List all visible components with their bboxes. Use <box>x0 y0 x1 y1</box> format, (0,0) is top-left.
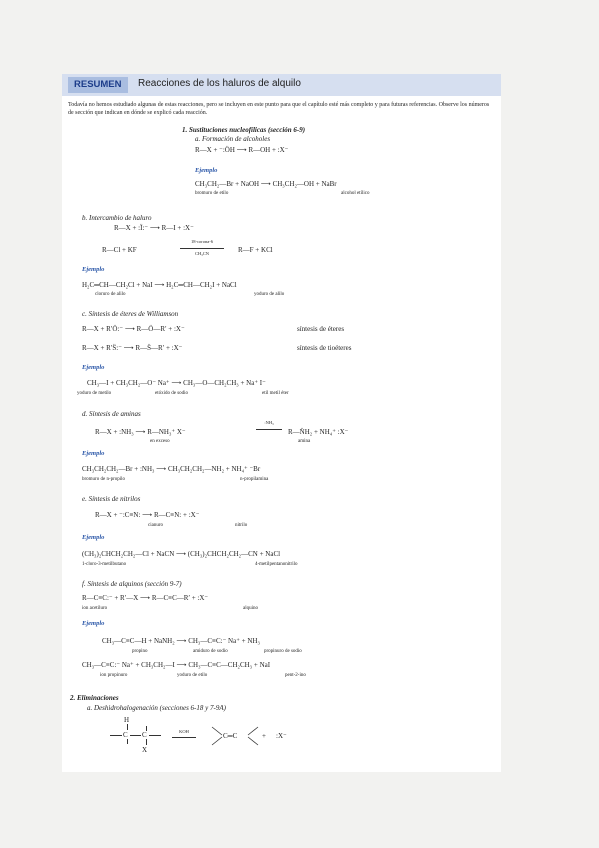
equation-note: síntesis de éteres <box>297 325 345 333</box>
reaction-condition: KOH <box>179 729 189 734</box>
equation: R—C≡C:⁻ + R′—X ⟶ R—C≡C—R′ + :X⁻ <box>82 594 209 602</box>
section-1-title: 1. Sustituciones nucleofílicas (sección 6-9) <box>182 126 306 134</box>
example-label: Ejemplo <box>195 167 218 174</box>
compound-name: amiduro de sodio <box>193 649 228 654</box>
alkene-label: C═C <box>223 732 238 740</box>
compound-name: alcohol etílico <box>341 191 370 196</box>
reaction-condition: CH₃CN <box>194 251 210 256</box>
reaction-arrow <box>180 248 224 249</box>
equation: R—X + R′S̈:⁻ ⟶ R—S̈—R′ + :X⁻ <box>82 344 183 352</box>
compound-name: pent-2-ino <box>285 673 306 678</box>
compound-name: bromuro de etilo <box>195 191 229 196</box>
carbon-atom: C <box>123 731 128 739</box>
section-c-title: c. Síntesis de éteres de Williamson <box>82 310 179 318</box>
compound-name: ion propinuro <box>100 673 128 678</box>
compound-name: 4-metilpentanonitrilo <box>255 562 298 567</box>
compound-name: propino <box>132 649 148 654</box>
summary-page <box>62 74 501 772</box>
bond-line <box>146 726 147 731</box>
example-label: Ejemplo <box>82 364 105 371</box>
alkene-structure <box>210 725 270 747</box>
equation: R—X + ⁻:ÖH ⟶ R—OH + :X⁻ <box>195 146 289 154</box>
section-1a-title: a. Formación de alcoholes <box>195 135 271 143</box>
example-label: Ejemplo <box>82 534 105 541</box>
halide-ion: :X⁻ <box>276 732 287 740</box>
compound-name: 1-cloro-3-metilbutano <box>82 562 127 567</box>
section-e-title: e. Síntesis de nitrilos <box>82 495 141 503</box>
equation: R—X + ⁻:C≡N: ⟶ R—C≡N: + :X⁻ <box>95 511 200 519</box>
equation: R—Cl + KF <box>102 246 137 254</box>
equation: H₂C═CH—CH₂Cl + NaI ⟶ H₂C═CH—CH₂I + NaCl <box>82 281 237 289</box>
compound-name: alquino <box>243 606 258 611</box>
compound-name: yoduro de alilo <box>254 292 285 297</box>
section-2-title: 2. Eliminaciones <box>70 694 119 702</box>
bond-line <box>149 735 161 736</box>
compound-name: cianuro <box>148 523 163 528</box>
resumen-tag: RESUMEN <box>68 77 128 93</box>
equation: R—N̈H₂ + NH₄⁺ :X⁻ <box>288 428 349 436</box>
equation: R—X + :Ï:⁻ ⟶ R—I + :X⁻ <box>114 224 194 232</box>
reaction-arrow <box>172 737 196 738</box>
reaction-condition: 18-corona-6 <box>191 239 213 244</box>
carbon-atom: C <box>142 731 147 739</box>
section-f-title: f. Síntesis de alquinos (sección 9-7) <box>82 580 182 588</box>
equation: R—X + R′Ö:⁻ ⟶ R—Ö—R′ + :X⁻ <box>82 325 185 333</box>
equation: R—X + :NH₃ ⟶ R—NH₃⁺ X⁻ <box>95 428 186 436</box>
section-2a-title: a. Deshidrohalogenación (secciones 6-18 y 7-9A) <box>87 704 226 712</box>
compound-name: yoduro de etilo <box>177 673 208 678</box>
equation: CH₃—I + CH₃CH₂—O⁻ Na⁺ ⟶ CH₃—O—CH₂CH₃ + Na⁺ I⁻ <box>87 379 266 387</box>
compound-note: en exceso <box>150 439 170 444</box>
reaction-condition: :NH₃ <box>264 420 274 425</box>
plus-sign: + <box>262 732 266 740</box>
bond-line <box>127 724 128 730</box>
example-label: Ejemplo <box>82 450 105 457</box>
compound-name: bromuro de n-propilo <box>82 477 126 482</box>
bond-line <box>110 735 122 736</box>
example-label: Ejemplo <box>82 620 105 627</box>
reaction-arrow <box>256 429 282 430</box>
equation: CH₃—C≡C—H + NaNH₂ ⟶ CH₃—C≡C:⁻ Na⁺ + NH₃ <box>102 637 260 645</box>
compound-name: etil metil éter <box>262 391 289 396</box>
intro-text: Todavía no hemos estudiado algunas de estas reacciones, pero se incluyen en este punto para que el capítulo esté más completo y para futuras referencias. Observe los números de sección que indican en dónde se explicó cada reacción. <box>68 102 490 116</box>
compound-name: propinuro de sodio <box>264 649 302 654</box>
bond-line <box>130 735 141 736</box>
section-d-title: d. Síntesis de aminas <box>82 410 141 418</box>
section-b-title: b. Intercambio de haluro <box>82 214 152 222</box>
compound-name: etóxido de sodio <box>155 391 189 396</box>
equation: (CH₃)₂CHCH₂CH₂—Cl + NaCN ⟶ (CH₃)₂CHCH₂CH₂—CN + NaCl <box>82 550 281 558</box>
equation-note: síntesis de tioéteres <box>297 344 352 352</box>
compound-name: n-propilamina <box>240 477 269 482</box>
compound-name: nitrilo <box>235 523 248 528</box>
example-label: Ejemplo <box>82 266 105 273</box>
halogen-atom: X <box>142 746 148 754</box>
hydrogen-atom: H <box>124 716 130 724</box>
compound-name: yoduro de metilo <box>77 391 112 396</box>
equation: CH₃—C≡C:⁻ Na⁺ + CH₃CH₂—I ⟶ CH₃—C≡C—CH₂CH₃ + NaI <box>82 661 271 669</box>
equation: R—F + KCl <box>238 246 273 254</box>
equation: CH₃CH₂—Br + NaOH ⟶ CH₃CH₂—OH + NaBr <box>195 180 337 188</box>
equation: CH₃CH₂CH₂—Br + :NH₃ ⟶ CH₃CH₂CH₂—NH₂ + NH₄⁺ ⁻Br <box>82 465 261 473</box>
summary-header <box>62 74 501 96</box>
compound-name: cloruro de alilo <box>95 292 126 297</box>
bond-line <box>146 739 147 745</box>
summary-title: Reacciones de los haluros de alquilo <box>138 78 301 89</box>
compound-name: ion acetiluro <box>82 606 108 611</box>
bond-line <box>127 739 128 744</box>
compound-name: amina <box>298 439 311 444</box>
